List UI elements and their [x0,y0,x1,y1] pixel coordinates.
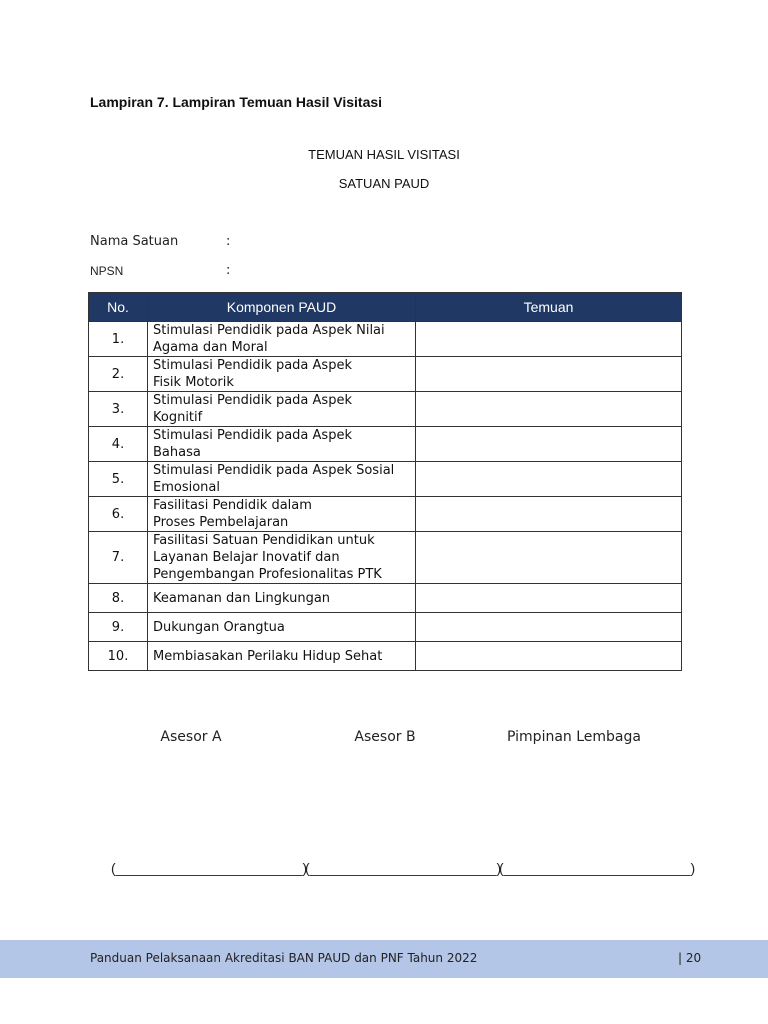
npsn-colon: : [226,263,231,278]
component-text: Stimulasi Pendidik pada Aspek Nilai Agama dan Moral [153,323,385,355]
component-text: Stimulasi Pendidik pada Aspek Sosial Emosional [153,463,395,495]
table-row [89,357,682,392]
nama-satuan-label: Nama Satuan [90,234,179,249]
component-text: Membiasakan Perilaku Hidup Sehat [153,648,383,664]
finding-cell[interactable] [416,357,682,392]
table-row [89,584,682,613]
table-row [89,427,682,462]
row-component [148,357,416,392]
component-text: Stimulasi Pendidik pada Aspek Bahasa [153,428,352,460]
table-row [89,462,682,497]
component-text: Stimulasi Pendidik pada Aspek Fisik Motorik [153,358,352,390]
row-component [148,584,416,613]
row-number: 5. [89,462,148,497]
header-no: No. [89,293,148,322]
table-row [89,642,682,671]
row-number: 10. [89,642,148,671]
page-heading: Lampiran 7. Lampiran Temuan Hasil Visitasi [90,94,383,110]
row-number: 8. [89,584,148,613]
page-number: | 20 [678,951,702,965]
signature-line-pimpinan: (________________________) [499,860,696,876]
finding-cell[interactable] [416,497,682,532]
signature-line-asesor-a: (________________________) [111,860,308,876]
row-component [148,392,416,427]
row-component [148,462,416,497]
row-component [148,322,416,357]
component-text: Fasilitasi Pendidik dalam Proses Pembelajaran [153,498,312,530]
row-number: 6. [89,497,148,532]
signature-line-asesor-b: (________________________) [305,860,502,876]
finding-cell[interactable] [416,322,682,357]
header-component: Komponen PAUD [148,293,416,322]
nama-satuan-colon: : [226,234,231,249]
row-component [148,427,416,462]
table-row [89,392,682,427]
component-text: Keamanan dan Lingkungan [153,590,331,606]
row-component [148,613,416,642]
row-component [148,532,416,584]
row-number: 1. [89,322,148,357]
signature-label-asesor-a: Asesor A [160,729,222,745]
header-finding: Temuan [416,293,682,322]
page-footer [0,940,768,978]
finding-cell[interactable] [416,613,682,642]
npsn-label: NPSN [90,264,124,278]
table-row [89,497,682,532]
table-row [89,532,682,584]
finding-cell[interactable] [416,532,682,584]
findings-table [88,292,682,671]
table-header-row [89,293,682,322]
row-number: 2. [89,357,148,392]
component-text: Stimulasi Pendidik pada Aspek Kognitif [153,393,352,425]
finding-cell[interactable] [416,642,682,671]
row-component [148,642,416,671]
document-title: TEMUAN HASIL VISITASI [308,147,460,162]
row-number: 9. [89,613,148,642]
component-text: Dukungan Orangtua [153,619,285,635]
signature-label-pimpinan: Pimpinan Lembaga [507,729,641,745]
table-row [89,322,682,357]
table-row [89,613,682,642]
row-component [148,497,416,532]
component-text: Fasilitasi Satuan Pendidikan untuk Layanan Belajar Inovatif dan Pengembangan Profesionalitas PTK [153,533,382,582]
finding-cell[interactable] [416,462,682,497]
finding-cell[interactable] [416,584,682,613]
row-number: 7. [89,532,148,584]
document-subtitle: SATUAN PAUD [338,176,430,191]
row-number: 4. [89,427,148,462]
footer-text: Panduan Pelaksanaan Akreditasi BAN PAUD dan PNF Tahun 2022 [90,951,478,965]
finding-cell[interactable] [416,427,682,462]
signature-label-asesor-b: Asesor B [354,729,416,745]
finding-cell[interactable] [416,392,682,427]
row-number: 3. [89,392,148,427]
